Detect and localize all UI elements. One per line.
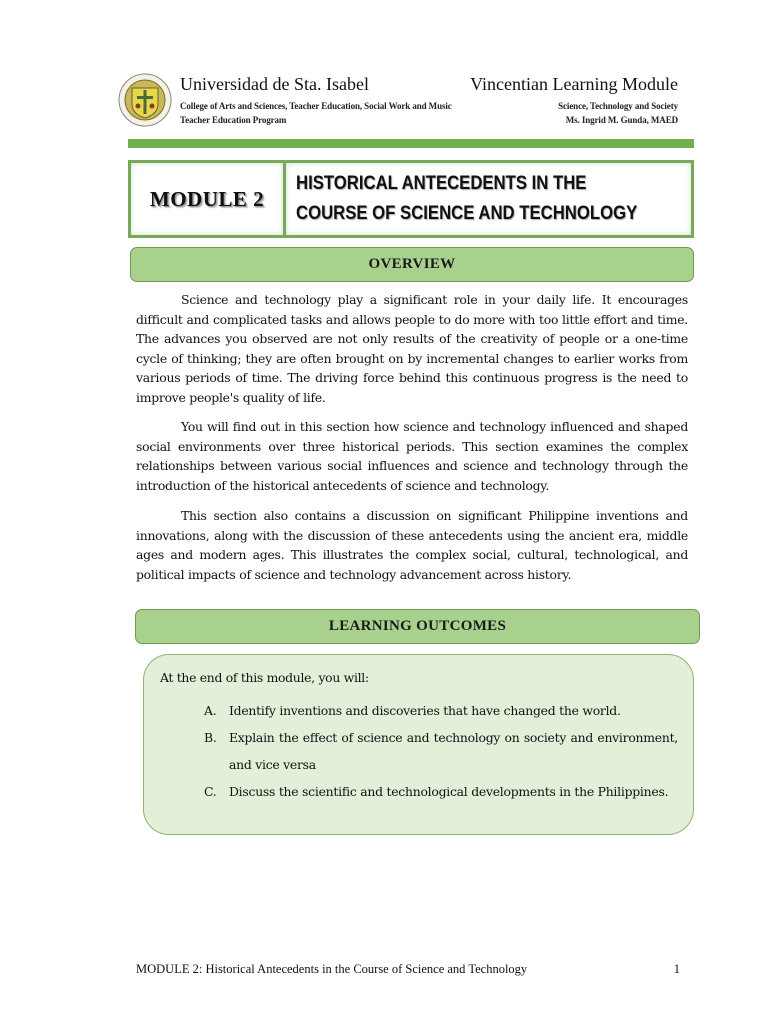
module-title-box xyxy=(128,160,694,238)
outcomes-intro: At the end of this module, you will: xyxy=(160,670,369,685)
learning-outcomes-heading xyxy=(135,609,700,644)
module-title-line-1: HISTORICAL ANTECEDENTS IN THE xyxy=(296,173,587,194)
overview-heading xyxy=(130,247,694,282)
program-name: Teacher Education Program xyxy=(180,115,287,125)
university-name: Universidad de Sta. Isabel xyxy=(180,74,369,94)
document-header xyxy=(118,70,678,134)
footer-title: MODULE 2: Historical Antecedents in the Course of Science and Technology xyxy=(136,962,528,976)
outcome-text: Discuss the scientific and technological developments in the Philippines. xyxy=(229,784,669,799)
outcome-item-b xyxy=(204,724,678,778)
page-footer xyxy=(136,962,680,977)
module-label-cell xyxy=(131,163,286,235)
college-name: College of Arts and Sciences, Teacher Education, Social Work and Music xyxy=(180,101,452,111)
university-seal-icon xyxy=(118,72,172,128)
overview-paragraph-2: You will find out in this section how science and technology influenced and shaped social environments over three historical periods. This section examines the complex relationships between various social influences and science and technology through the introduction of the historical antecedents of science and technology. xyxy=(136,419,688,493)
module-series-title: Vincentian Learning Module xyxy=(470,74,678,94)
header-divider xyxy=(128,139,694,148)
outcome-item-c xyxy=(204,778,678,805)
module-label: MODULE 2 xyxy=(149,186,265,211)
outcome-text: Identify inventions and discoveries that have changed the world. xyxy=(229,703,621,718)
outcome-letter: B. xyxy=(204,730,217,745)
instructor-name: Ms. Ingrid M. Gunda, MAED xyxy=(565,115,678,125)
header-right xyxy=(470,73,678,127)
outcome-letter: A. xyxy=(204,703,217,718)
module-title-line-2: COURSE OF SCIENCE AND TECHNOLOGY xyxy=(296,203,638,224)
outcome-letter: C. xyxy=(204,784,217,799)
overview-paragraph-3: This section also contains a discussion on significant Philippine inventions and innovations, along with the discussion of these antecedents using the ancient era, middle ages and modern ages. This illustrates the complex social, cultural, technological, and political impacts of science and technology advancement across history. xyxy=(136,508,688,582)
module-title-cell xyxy=(286,163,691,235)
overview-heading-text: OVERVIEW xyxy=(368,256,456,272)
learning-outcomes-heading-text: LEARNING OUTCOMES xyxy=(328,618,507,634)
outcomes-list xyxy=(204,697,678,805)
page-number: 1 xyxy=(673,962,680,976)
overview-paragraph-1: Science and technology play a significant role in your daily life. It encourages difficult and complicated tasks and allows people to do more with too little effort and time. The advances you observed are not only results of the creativity of people or a one-time cycle of thinking; they are often brought on by incremental changes to earlier works from various periods of time. The driving force behind this continuous progress is the need to improve people's quality of life. xyxy=(136,292,688,405)
outcome-item-a xyxy=(204,697,678,724)
course-name: Science, Technology and Society xyxy=(558,101,678,111)
learning-outcomes-box xyxy=(143,654,694,835)
header-left xyxy=(180,73,452,127)
outcome-text: Explain the effect of science and technology on society and environment, and vice versa xyxy=(229,730,678,772)
